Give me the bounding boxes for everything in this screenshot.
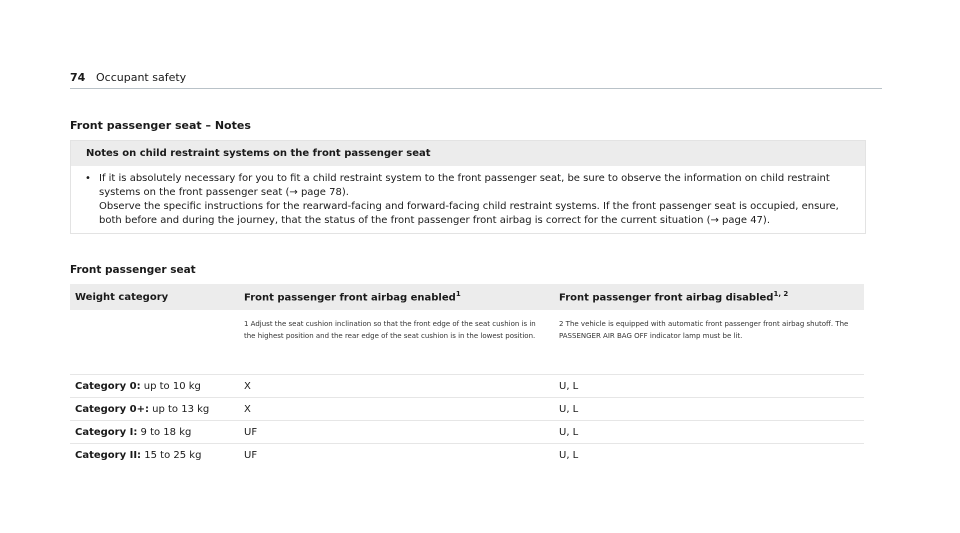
airbag-enabled-value: X — [238, 375, 553, 398]
category-label: Category 0: — [75, 380, 141, 392]
table-row — [70, 375, 864, 398]
airbag-disabled-value: U, L — [553, 398, 864, 421]
seat-table — [70, 284, 864, 466]
notes-box — [70, 140, 866, 234]
footnote-row — [70, 310, 864, 375]
table-header-row — [70, 284, 864, 310]
header-airbag-enabled: Front passenger front airbag enabled$^1$ — [238, 284, 553, 310]
footnote-ref: 1, 2 — [773, 290, 789, 299]
bullet-icon: • — [85, 173, 91, 184]
notes-paragraph-1: If it is absolutely necessary for you to fit a child restraint system to the front passenger seat, be sure to observe the information on child restraint systems on the front passenger seat (→ page 78). — [99, 173, 830, 198]
notes-heading: Front passenger seat – Notes — [70, 119, 251, 132]
footnote-2: 2 The vehicle is equipped with automatic front passenger front airbag shutoff. The PASSENGER AIR BAG OFF indicator lamp must be lit. — [553, 310, 864, 375]
airbag-enabled-value: UF — [238, 421, 553, 444]
category-label: Category II: — [75, 449, 142, 461]
category-weight: up to 10 kg — [143, 380, 201, 392]
notes-body — [71, 166, 865, 228]
table-row — [70, 398, 864, 421]
airbag-disabled-value: U, L — [559, 449, 579, 461]
airbag-disabled-value: U, L — [553, 375, 864, 398]
header-airbag-disabled: Front passenger front airbag disabled$^{1, 2}$ — [553, 284, 864, 310]
airbag-disabled-value: U, L — [553, 421, 864, 444]
footnote-ref: 1 — [455, 290, 461, 299]
category-weight: up to 13 kg — [152, 403, 210, 415]
page-header — [70, 68, 882, 89]
table-row — [70, 421, 864, 444]
table-heading: Front passenger seat — [70, 264, 196, 276]
airbag-enabled-value: UF — [244, 449, 258, 461]
category-weight: 15 to 25 kg — [144, 449, 202, 461]
notes-box-title: Notes on child restraint systems on the front passenger seat — [71, 141, 865, 166]
category-weight: 9 to 18 kg — [140, 426, 192, 438]
table-row — [70, 444, 864, 467]
footnote-1: 1 Adjust the seat cushion inclination so that the front edge of the seat cushion is in the highest position and the rear edge of the seat cushion is in the lowest position. — [238, 310, 553, 375]
category-label: Category I: — [75, 426, 138, 438]
section-title: Occupant safety — [96, 71, 187, 84]
category-label: Category 0+: — [75, 403, 149, 415]
page-number: 74 — [70, 71, 86, 84]
notes-paragraph-2: Observe the specific instructions for the rearward-facing and forward-facing child restraint systems. If the front passenger seat is occupied, ensure, both before and during the journey, that the status of the front passenger front airbag is correct for the current situation (→ page 47). — [99, 201, 839, 226]
header-weight-category: Weight category — [70, 284, 238, 310]
airbag-enabled-value: X — [238, 398, 553, 421]
